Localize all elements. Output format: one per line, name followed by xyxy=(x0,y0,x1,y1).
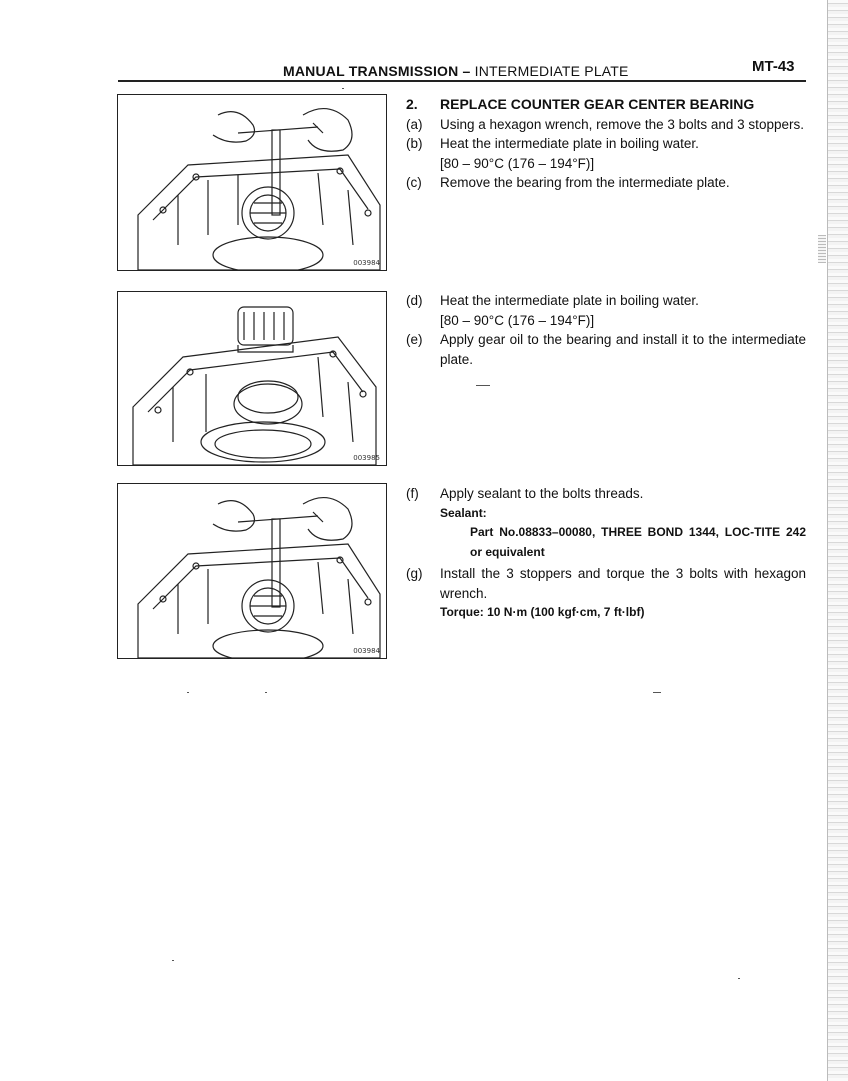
scan-speck xyxy=(738,978,740,979)
figure-install-bolts xyxy=(117,483,387,659)
step-mark: (g) xyxy=(406,566,423,581)
figure-code: 003985 xyxy=(353,454,380,462)
scan-speck xyxy=(265,692,267,693)
step-text: Using a hexagon wrench, remove the 3 bolts and 3 stoppers. xyxy=(440,116,804,132)
scan-speck xyxy=(653,692,661,693)
torque-spec: Torque: 10 N·m (100 kgf·cm, 7 ft·lbf) xyxy=(440,605,645,619)
header-rule xyxy=(118,80,806,82)
scan-speck xyxy=(342,88,344,89)
page-number: MT-43 xyxy=(752,58,795,75)
section-heading xyxy=(406,95,806,115)
bearing-installation-illustration-icon xyxy=(118,292,386,465)
temperature-note: [80 – 90°C (176 – 194°F)] xyxy=(440,155,595,171)
step-b xyxy=(406,134,806,173)
step-mark: (f) xyxy=(406,486,419,501)
step-mark: (b) xyxy=(406,136,423,151)
step-text: Apply sealant to the bolts threads. xyxy=(440,486,644,501)
text-block-sealant xyxy=(406,484,806,623)
step-text: Heat the intermediate plate in boiling water. xyxy=(440,136,699,151)
step-mark: (d) xyxy=(406,293,423,308)
figure-install-bearing xyxy=(117,291,387,466)
step-mark: (c) xyxy=(406,175,422,190)
title-main: MANUAL TRANSMISSION xyxy=(283,63,459,79)
figure-remove-bolts xyxy=(117,94,387,271)
temperature-note: [80 – 90°C (176 – 194°F)] xyxy=(440,312,595,328)
step-d xyxy=(406,291,806,330)
step-f xyxy=(406,484,806,523)
step-g xyxy=(406,564,806,623)
page-edge-strip xyxy=(827,0,848,1081)
section-number: 2. xyxy=(406,96,418,112)
text-block-installation xyxy=(406,291,806,369)
hexagon-wrench-bolts-illustration-icon xyxy=(118,484,386,658)
sealant-label: Sealant: xyxy=(440,505,487,520)
hexagon-wrench-bolts-illustration-icon xyxy=(118,95,386,270)
step-text: Heat the intermediate plate in boiling water. xyxy=(440,293,699,308)
page-edge-tab xyxy=(818,235,826,263)
step-text: Remove the bearing from the intermediate plate. xyxy=(440,175,730,190)
step-text: Install the 3 stoppers and torque the 3 bolts with hexagon wrench. xyxy=(440,566,806,601)
scan-speck xyxy=(172,960,174,961)
section-title: REPLACE COUNTER GEAR CENTER BEARING xyxy=(440,96,755,112)
title-sub: INTERMEDIATE PLATE xyxy=(474,63,629,79)
step-a xyxy=(406,115,806,135)
scan-speck xyxy=(476,385,490,386)
page-title xyxy=(283,63,629,79)
figure-code: 003984 xyxy=(353,259,380,267)
step-mark: (e) xyxy=(406,332,423,347)
step-e xyxy=(406,330,806,369)
step-mark: (a) xyxy=(406,116,423,132)
step-text: Apply gear oil to the bearing and install it to the intermediate plate. xyxy=(440,332,806,367)
scan-speck xyxy=(187,692,189,693)
title-separator: – xyxy=(458,63,475,79)
sealant-spec: Part No.08833–00080, THREE BOND 1344, LOC-TITE 242 or equivalent xyxy=(470,525,806,559)
text-block-removal xyxy=(406,95,806,193)
figure-code: 003984 xyxy=(353,647,380,655)
step-c xyxy=(406,173,806,193)
